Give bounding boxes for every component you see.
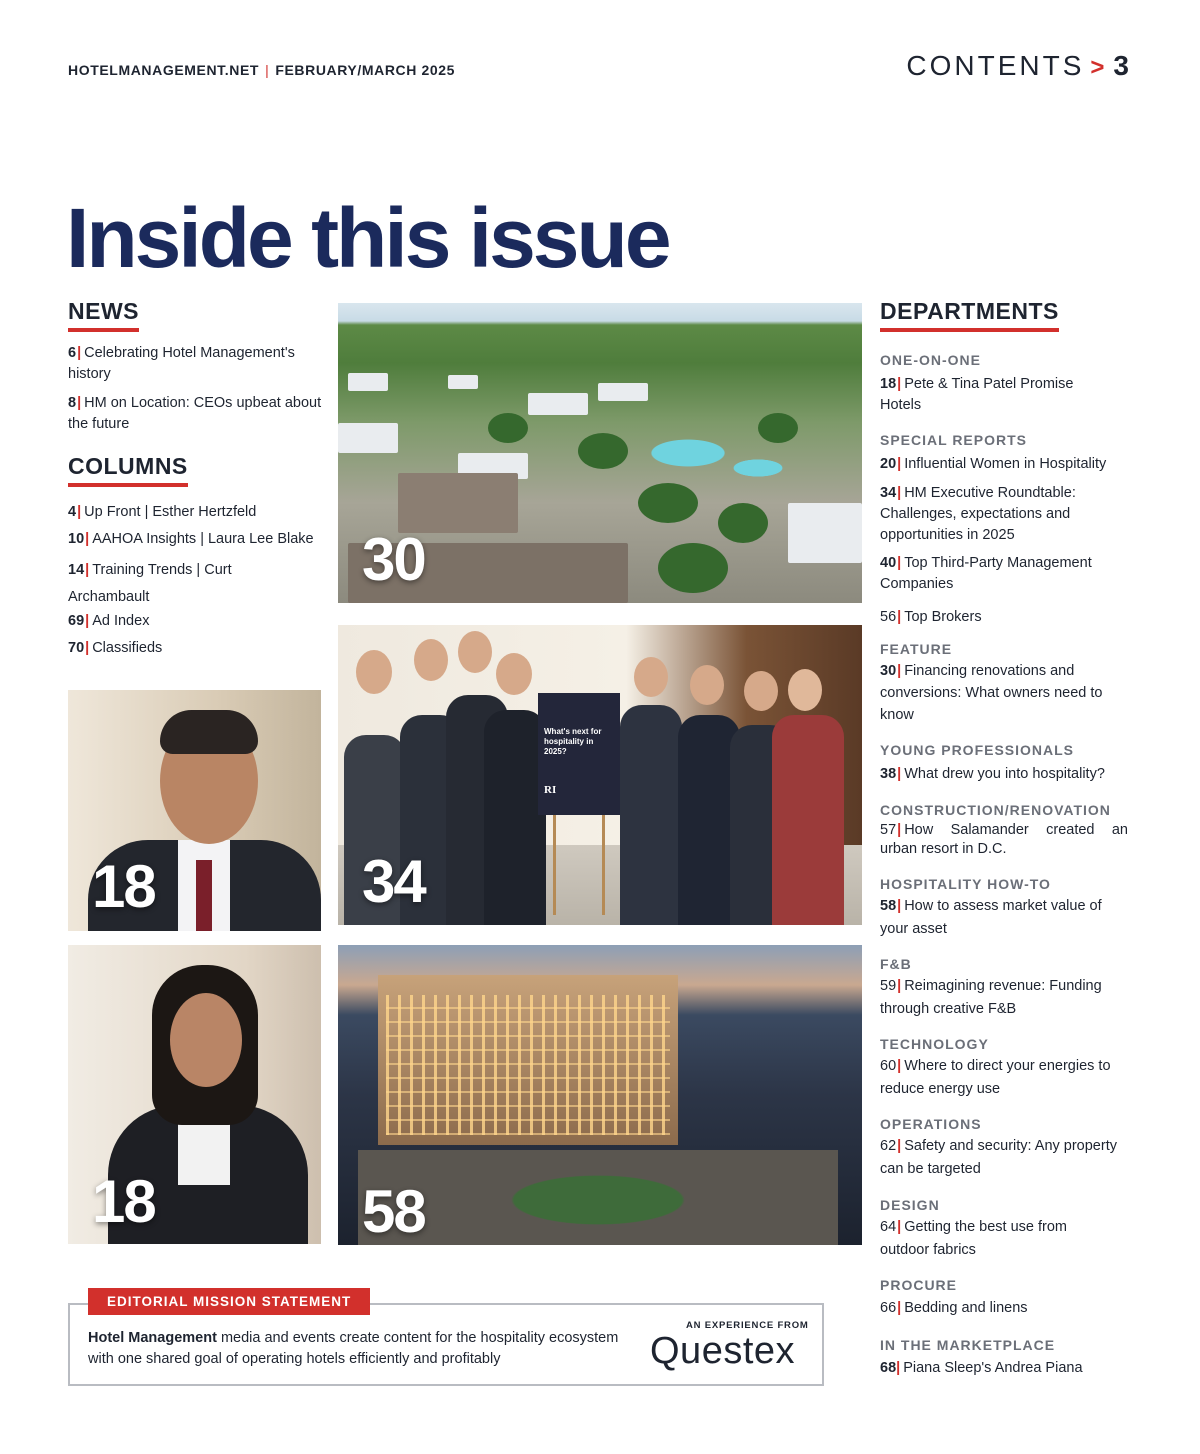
dept-category-construction: CONSTRUCTION/RENOVATION	[880, 802, 1111, 818]
page-callout-30: 30	[362, 526, 425, 593]
experience-from-label: AN EXPERIENCE FROM	[686, 1320, 809, 1331]
item-page: 64	[880, 1219, 897, 1235]
mission-statement-text	[88, 1328, 628, 1370]
item-title: Piana Sleep's Andrea Piana	[903, 1360, 1083, 1376]
page-callout-58: 58	[362, 1178, 425, 1245]
item-title: What drew you into hospitality?	[904, 766, 1105, 782]
person	[484, 710, 546, 925]
resort-aerial-photo[interactable]	[338, 303, 862, 603]
item-title: AAHOA Insights | Laura Lee Blake	[92, 531, 314, 547]
face	[458, 631, 492, 673]
event-poster	[538, 693, 620, 815]
tie	[196, 860, 212, 931]
item-page: 40	[880, 555, 897, 571]
building-roof	[528, 393, 588, 415]
item-title: Pete & Tina Patel Promise Hotels	[880, 376, 1074, 413]
face	[496, 653, 532, 695]
item-page: 38	[880, 766, 897, 782]
item-page: 60	[880, 1058, 897, 1074]
item-page: 68	[880, 1360, 897, 1376]
dept-item[interactable]: 59| Reimagining revenue: Funding through creative F&B	[880, 978, 1102, 1017]
dept-item[interactable]: 57| How Salamander created an urban resort in D.C.	[880, 822, 1128, 857]
page-title: Inside this issue	[66, 191, 669, 285]
face	[414, 639, 448, 681]
dept-item[interactable]: 38| What drew you into hospitality?	[880, 766, 1105, 782]
item-title: How Salamander created an urban resort in D.C.	[880, 822, 1128, 857]
tree	[638, 483, 698, 523]
item-title: Bedding and linens	[904, 1300, 1028, 1316]
item-title: Training Trends | Curt Archambault	[68, 562, 232, 605]
column-item[interactable]: 4| Up Front | Esther Hertzfeld	[68, 504, 257, 520]
item-title: Reimagining revenue: Funding through creative F&B	[880, 978, 1102, 1017]
easel	[553, 815, 605, 915]
dept-item[interactable]: 18| Pete & Tina Patel Promise Hotels	[880, 376, 1074, 413]
dept-category-operations: OPERATIONS	[880, 1116, 982, 1132]
poster-text: What's next for hospitality in 2025?	[544, 727, 602, 756]
dept-item[interactable]: 62| Safety and security: Any property can be targeted	[880, 1138, 1117, 1177]
item-page: 58	[880, 898, 897, 914]
departments-heading: DEPARTMENTS	[880, 298, 1059, 332]
masthead	[68, 62, 455, 78]
columns-heading: COLUMNS	[68, 453, 188, 487]
item-title: Classifieds	[92, 640, 163, 656]
item-page: 59	[880, 978, 897, 994]
face	[744, 671, 778, 711]
tree	[718, 503, 768, 543]
item-page: 57	[880, 822, 897, 838]
item-page: 20	[880, 456, 897, 472]
item-page: 6	[68, 345, 77, 361]
roundtable-group-photo[interactable]	[338, 625, 862, 925]
page-callout-18: 18	[92, 1168, 155, 1235]
dept-item[interactable]: 30| Financing renovations and conversions: What owners need to know	[880, 663, 1103, 723]
item-title: How to assess market value of your asset	[880, 898, 1102, 937]
item-page: 66	[880, 1300, 897, 1316]
item-title: Safety and security: Any property can be targeted	[880, 1138, 1117, 1177]
dept-item[interactable]: 56| Top Brokers	[880, 609, 982, 625]
item-page: 18	[880, 376, 897, 392]
item-title: Top Brokers	[904, 609, 982, 625]
hair	[160, 710, 258, 754]
dept-item[interactable]: 58| How to assess market value of your asset	[880, 898, 1102, 937]
item-page: 56	[880, 609, 897, 625]
item-title: Where to direct your energies to reduce energy use	[880, 1058, 1111, 1097]
item-title: Celebrating Hotel Management's history	[68, 345, 295, 382]
item-title: Financing renovations and conversions: What owners need to know	[880, 663, 1103, 723]
column-item[interactable]: 10| AAHOA Insights | Laura Lee Blake	[68, 531, 314, 547]
dept-item[interactable]: 20| Influential Women in Hospitality	[880, 456, 1107, 472]
questex-logo[interactable]: Questex	[650, 1330, 796, 1372]
face	[356, 650, 392, 694]
portrait-tina-patel[interactable]	[68, 945, 321, 1244]
chevron-right-icon: >	[1090, 54, 1108, 81]
news-heading: NEWS	[68, 298, 139, 332]
building-roof	[598, 383, 648, 401]
column-item[interactable]: 14| Training Trends | Curt Archambault	[68, 562, 232, 605]
tree	[488, 413, 528, 443]
item-page: 70	[68, 640, 85, 656]
building-roof	[448, 375, 478, 389]
item-title: Ad Index	[92, 613, 150, 629]
building-roof	[348, 373, 388, 391]
column-item[interactable]: 70| Classifieds	[68, 640, 163, 656]
dept-category-feature: FEATURE	[880, 641, 953, 657]
lit-windows	[386, 995, 670, 1135]
dept-category-procure: PROCURE	[880, 1277, 958, 1293]
poster-logo: RI	[544, 784, 557, 796]
masthead-divider: |	[265, 62, 270, 78]
mission-body: media and events create content for the hospitality ecosystem with one shared goal of operating hotels efficiently and profitably	[88, 1330, 619, 1367]
issue-date: FEBRUARY/MARCH 2025	[275, 62, 455, 78]
dept-item[interactable]: 40| Top Third-Party Management Companies	[880, 555, 1092, 592]
item-title: Top Third-Party Management Companies	[880, 555, 1092, 592]
hotel-night-photo[interactable]	[338, 945, 862, 1245]
item-title: Influential Women in Hospitality	[904, 456, 1107, 472]
portrait-pete-patel[interactable]	[68, 690, 321, 931]
item-page: 34	[880, 485, 897, 501]
building-roof	[788, 503, 862, 563]
face	[788, 669, 822, 711]
brand-name: Hotel Management	[88, 1330, 217, 1346]
item-title: Getting the best use from outdoor fabrics	[880, 1219, 1068, 1258]
face	[690, 665, 724, 705]
item-page: 10	[68, 531, 85, 547]
page-callout-18: 18	[92, 853, 155, 920]
dept-item[interactable]: 68| Piana Sleep's Andrea Piana	[880, 1360, 1083, 1376]
dept-item[interactable]: 64| Getting the best use from outdoor fabrics	[880, 1219, 1068, 1258]
face	[170, 993, 242, 1087]
dept-category-one-on-one: ONE-ON-ONE	[880, 352, 981, 368]
item-page: 14	[68, 562, 85, 578]
item-page: 8	[68, 395, 77, 411]
item-page: 4	[68, 504, 77, 520]
dept-category-how-to: HOSPITALITY HOW-TO	[880, 876, 1051, 892]
dept-category-technology: TECHNOLOGY	[880, 1036, 989, 1052]
clubhouse-roof	[398, 473, 518, 533]
tree	[758, 413, 798, 443]
dept-category-young-professionals: YOUNG PROFESSIONALS	[880, 742, 1075, 758]
plaza	[358, 1150, 838, 1245]
item-title: HM Executive Roundtable: Challenges, expectations and opportunities in 2025	[880, 485, 1076, 543]
contents-heading	[906, 50, 1132, 82]
dept-item[interactable]: 66| Bedding and linens	[880, 1300, 1028, 1316]
item-title: HM on Location: CEOs upbeat about the future	[68, 395, 322, 432]
news-item[interactable]: 8| HM on Location: CEOs upbeat about the future	[68, 395, 322, 432]
building-roof	[338, 423, 398, 453]
person	[620, 705, 682, 925]
page-callout-34: 34	[362, 848, 425, 915]
contents-label: CONTENTS	[906, 50, 1085, 81]
site-name: HOTELMANAGEMENT.NET	[68, 62, 260, 78]
item-page: 30	[880, 663, 897, 679]
tree	[578, 433, 628, 469]
person	[772, 715, 844, 925]
page-number: 3	[1113, 50, 1132, 81]
column-item[interactable]: 69| Ad Index	[68, 613, 150, 629]
face	[634, 657, 668, 697]
item-page: 69	[68, 613, 85, 629]
mission-statement-tag: EDITORIAL MISSION STATEMENT	[88, 1288, 370, 1315]
news-item[interactable]: 6| Celebrating Hotel Management's history	[68, 345, 295, 382]
item-title: Up Front | Esther Hertzfeld	[84, 504, 257, 520]
dept-category-special-reports: SPECIAL REPORTS	[880, 432, 1027, 448]
dept-item[interactable]: 60| Where to direct your energies to reduce energy use	[880, 1058, 1111, 1097]
dept-item[interactable]: 34| HM Executive Roundtable: Challenges, expectations and opportunities in 2025	[880, 485, 1076, 543]
dept-category-design: DESIGN	[880, 1197, 940, 1213]
tree	[658, 543, 728, 593]
dept-category-marketplace: IN THE MARKETPLACE	[880, 1337, 1056, 1353]
item-page: 62	[880, 1138, 897, 1154]
dept-category-fb: F&B	[880, 956, 912, 972]
